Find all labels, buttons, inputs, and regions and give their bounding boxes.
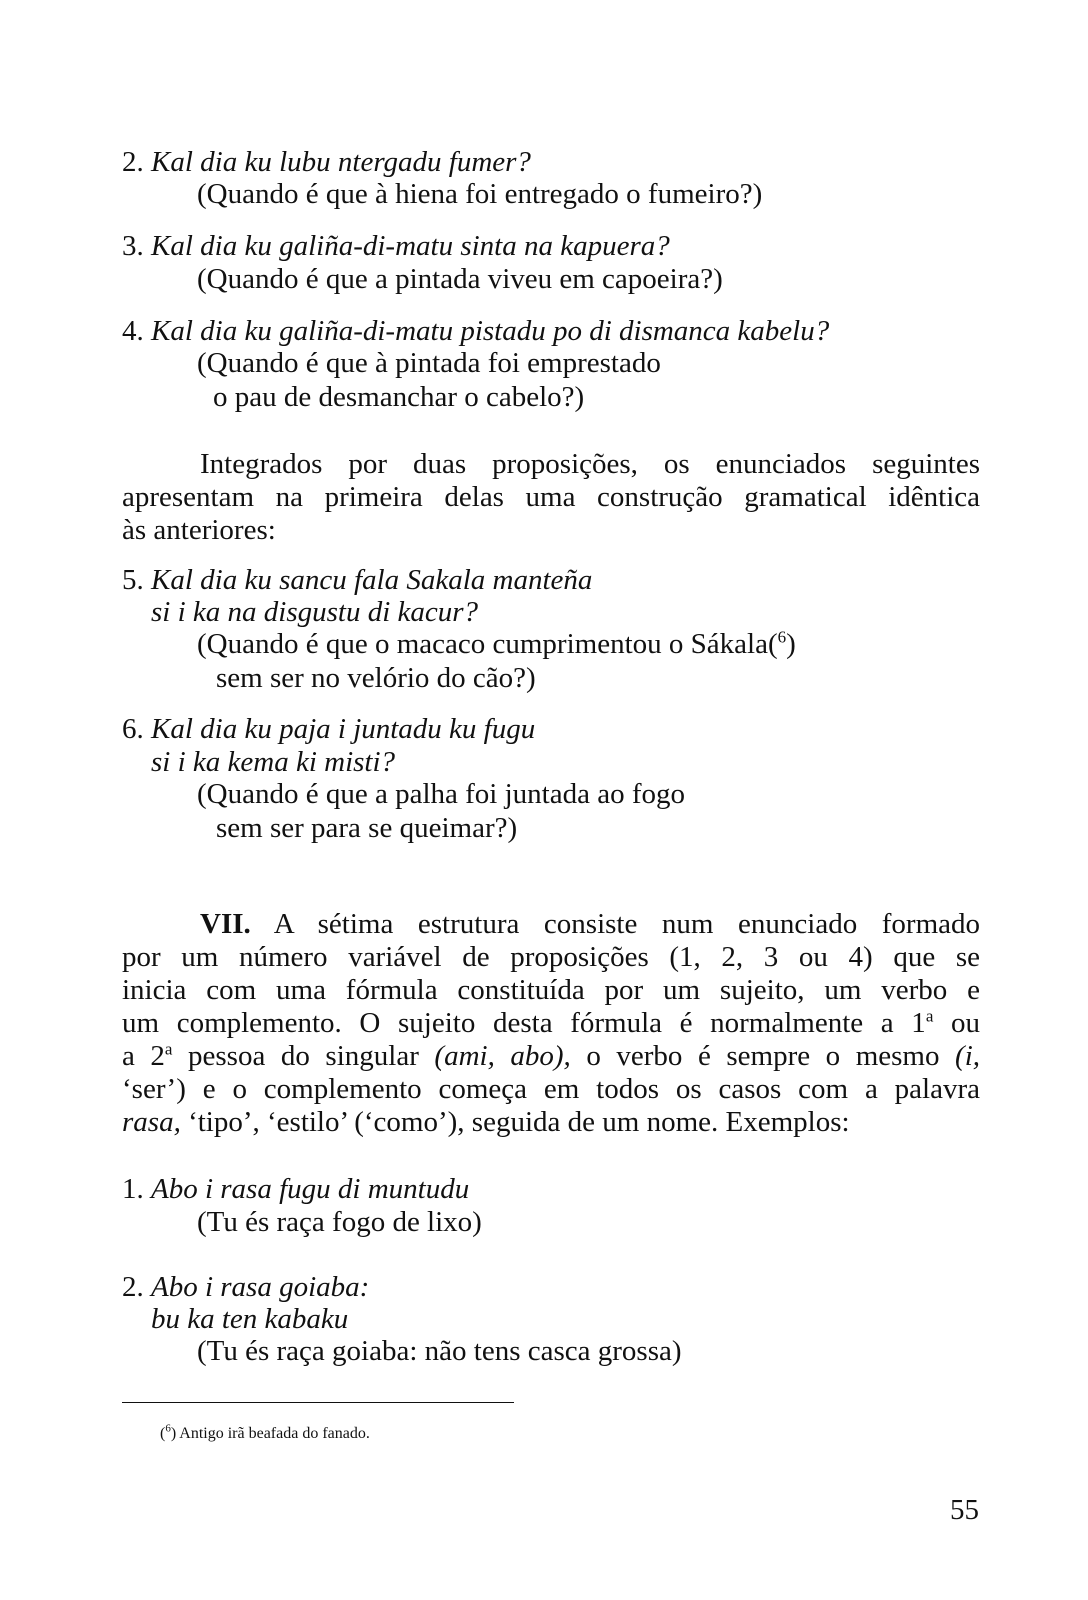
- page-number: 55: [950, 1494, 979, 1526]
- translation: (Tu és raça fogo de lixo): [197, 1206, 482, 1238]
- paragraph-line: por um número variável de proposições (1, 2, 3 ou 4) que se: [122, 941, 980, 973]
- example-2b: 2. Abo i rasa goiaba:: [122, 1271, 370, 1303]
- example-6: 6. Kal dia ku paja i juntadu ku fugu: [122, 713, 536, 745]
- translation: sem ser no velório do cão?): [216, 662, 536, 694]
- example-2: 2. Kal dia ku lubu ntergadu fumer?: [122, 146, 531, 178]
- paragraph-line: VII. A sétima estrutura consiste num enunciado formado: [200, 908, 980, 940]
- example-1: 1. Abo i rasa fugu di muntudu: [122, 1173, 470, 1205]
- footnote-ref[interactable]: 6: [777, 627, 787, 647]
- creole-text: Abo i rasa goiaba:: [151, 1271, 370, 1303]
- creole-text: Kal dia ku galiña-di-matu pistadu po di dismanca kabelu?: [151, 315, 830, 347]
- translation: (Quando é que à pintada foi emprestado: [197, 347, 661, 379]
- paragraph-line: um complemento. O sujeito desta fórmula é normalmente a 1$^a$ ou: [122, 1006, 980, 1039]
- creole-text: Kal dia ku paja i juntadu ku fugu: [151, 713, 536, 745]
- translation: (Tu és raça goiaba: não tens casca grossa): [197, 1335, 682, 1367]
- example-4: 4. Kal dia ku galiña-di-matu pistadu po di dismanca kabelu?: [122, 315, 830, 347]
- example-3: 3. Kal dia ku galiña-di-matu sinta na kapuera?: [122, 230, 670, 262]
- translation: (Quando é que à hiena foi entregado o fumeiro?): [197, 178, 763, 210]
- creole-text: Kal dia ku galiña-di-matu sinta na kapuera?: [151, 230, 670, 262]
- creole-text: Kal dia ku sancu fala Sakala manteña: [151, 564, 593, 596]
- creole-text: si i ka na disgustu di kacur?: [151, 596, 479, 628]
- translation: o pau de desmanchar o cabelo?): [213, 381, 585, 413]
- footnote: ($^6$) Antigo irã beafada do fanado.: [160, 1422, 370, 1442]
- paragraph-line: inicia com uma fórmula constituída por um sujeito, um verbo e: [122, 974, 980, 1006]
- paragraph-line: às anteriores:: [122, 514, 276, 546]
- creole-text: bu ka ten kabaku: [151, 1303, 349, 1335]
- footnote-divider: [122, 1402, 514, 1403]
- section-heading: VII.: [200, 908, 251, 940]
- paragraph-line: a 2$^a$ pessoa do singular (ami, abo), o verbo é sempre o mesmo (i,: [122, 1039, 980, 1072]
- translation: sem ser para se queimar?): [216, 812, 518, 844]
- translation: (Quando é que o macaco cumprimentou o Sákala($^6$): [197, 627, 796, 660]
- creole-text: Abo i rasa fugu di muntudu: [151, 1173, 470, 1205]
- translation: (Quando é que a pintada viveu em capoeira?): [197, 263, 723, 295]
- paragraph-line: apresentam na primeira delas uma construção gramatical idêntica: [122, 481, 980, 513]
- paragraph-line: Integrados por duas proposições, os enunciados seguintes: [200, 448, 980, 480]
- creole-text: si i ka kema ki misti?: [151, 746, 396, 778]
- paragraph-line: ‘ser’) e o complemento começa em todos os casos com a palavra: [122, 1073, 980, 1105]
- paragraph-line: rasa, ‘tipo’, ‘estilo’ (‘como’), seguida de um nome. Exemplos:: [122, 1106, 850, 1138]
- translation: (Quando é que a palha foi juntada ao fogo: [197, 778, 685, 810]
- example-5: 5. Kal dia ku sancu fala Sakala manteña: [122, 564, 593, 596]
- creole-text: Kal dia ku lubu ntergadu fumer?: [151, 146, 531, 178]
